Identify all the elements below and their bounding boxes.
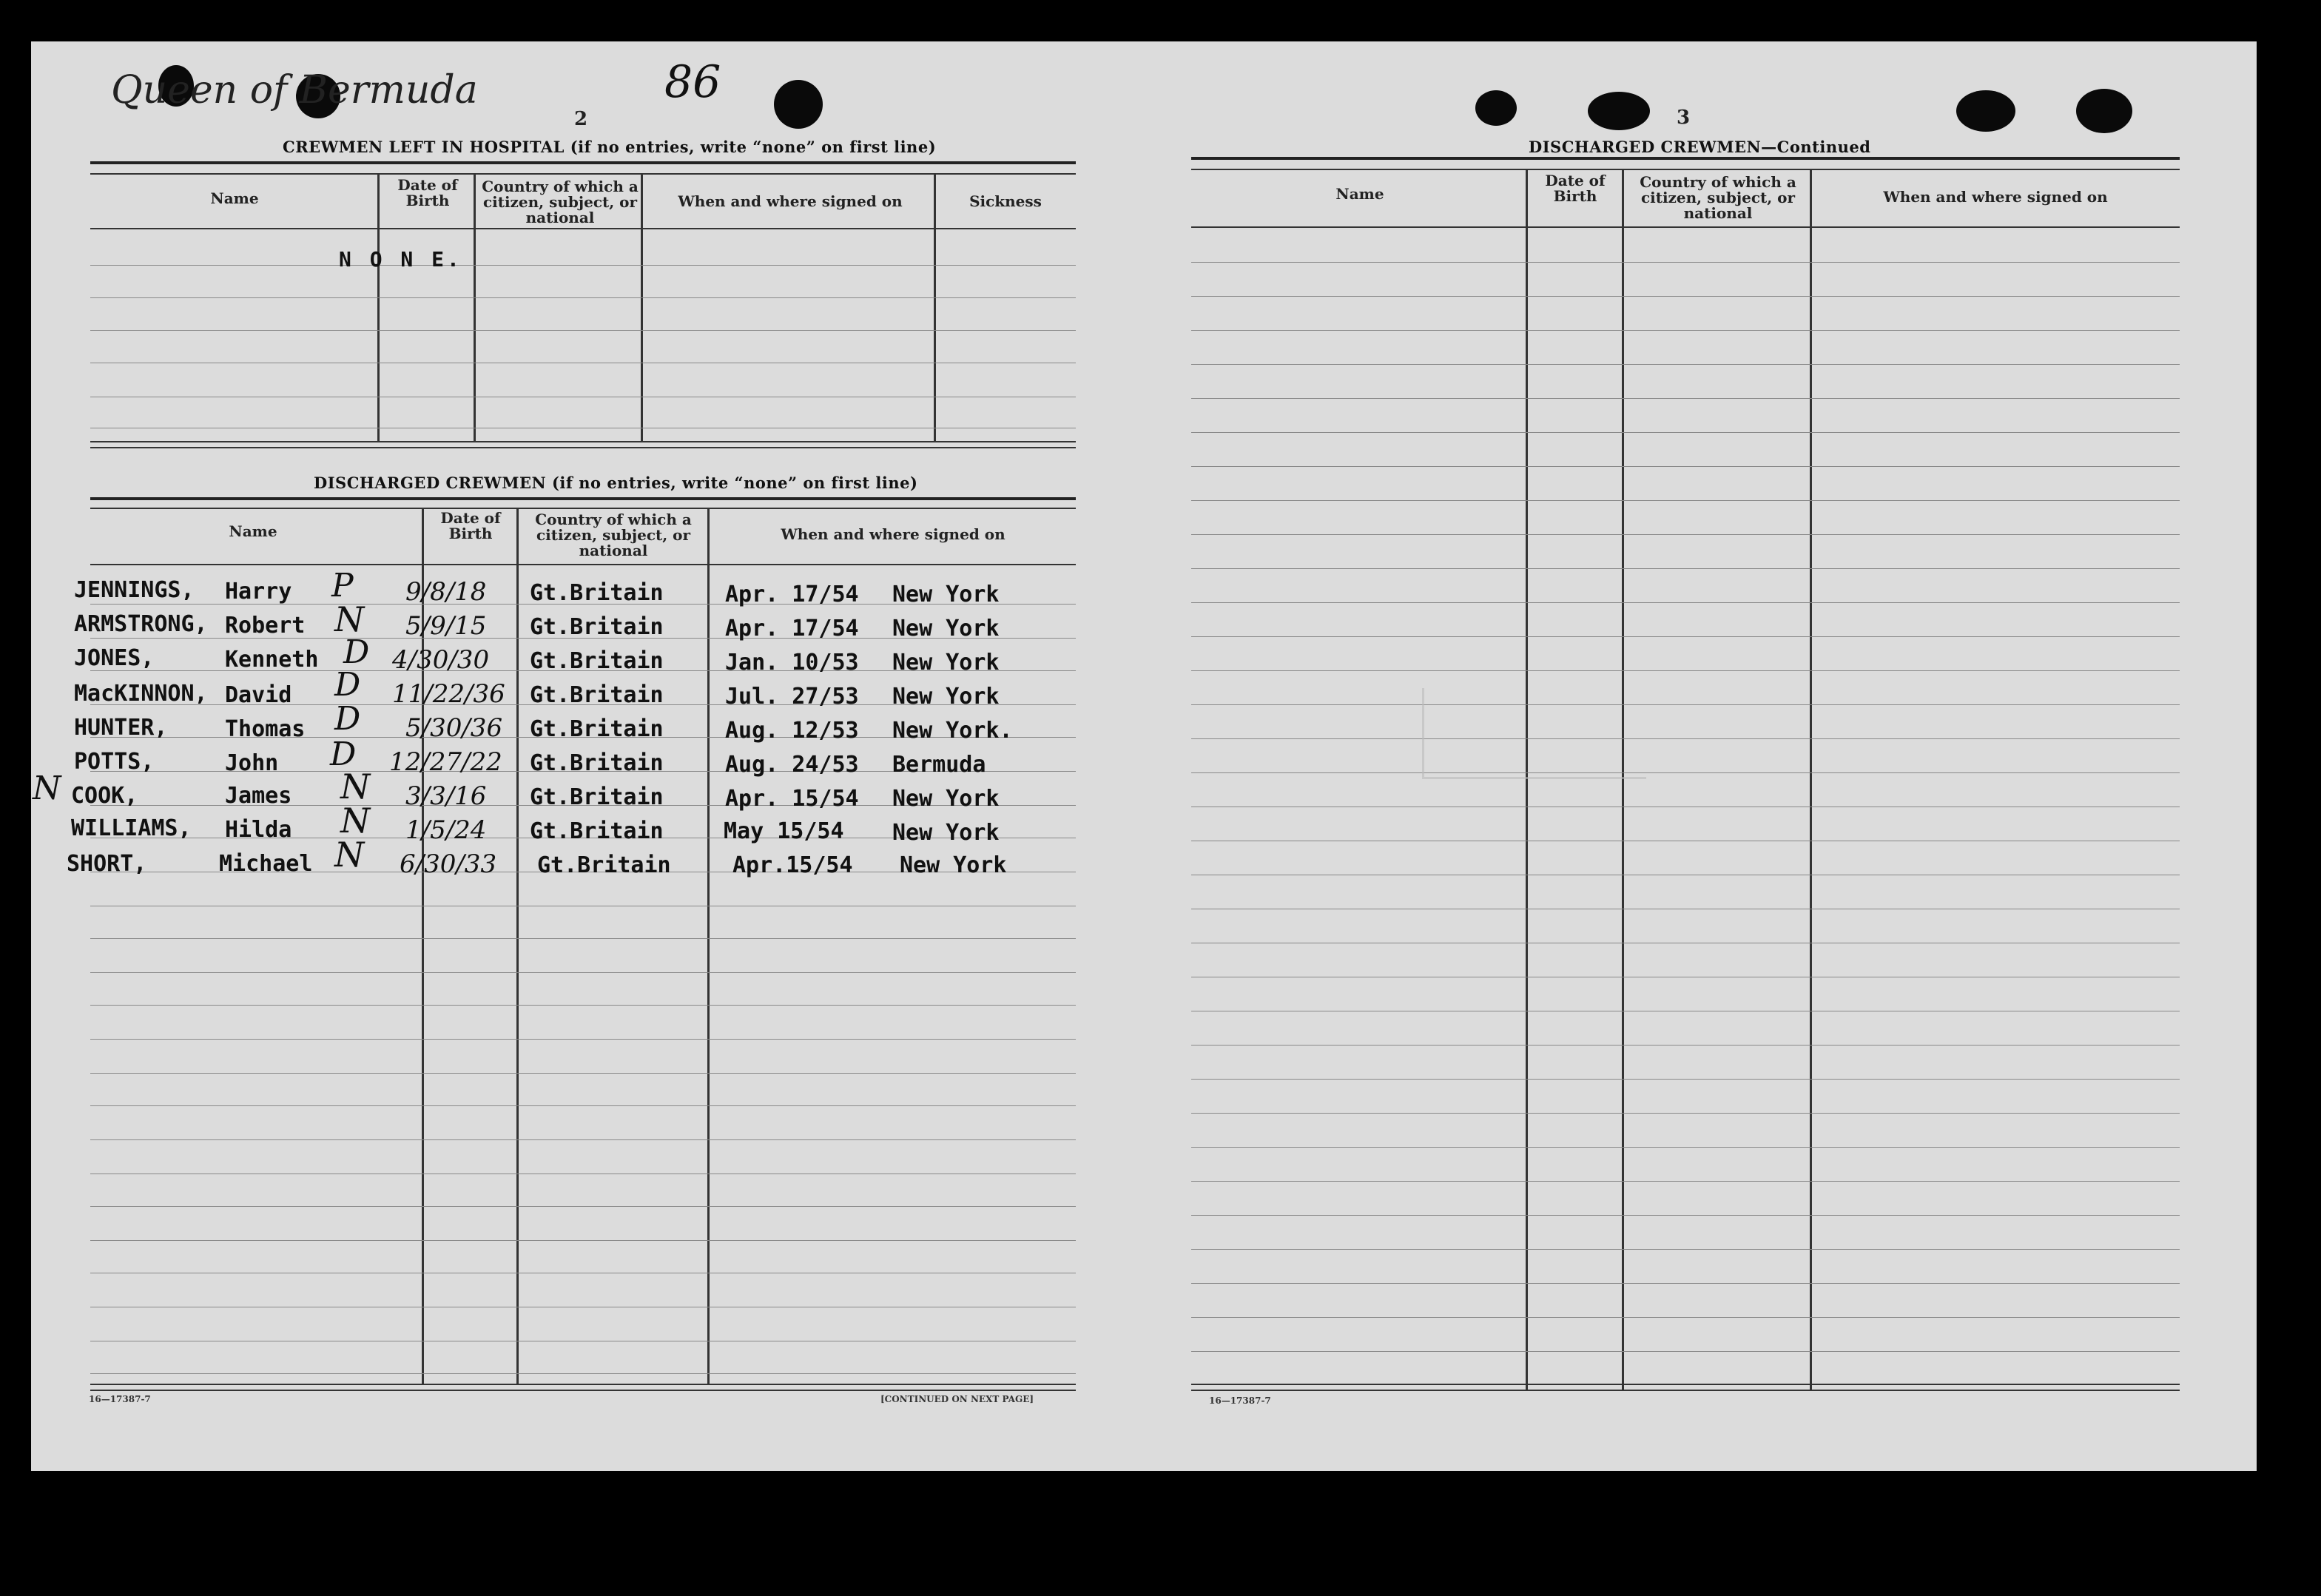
form-number: 16—17387-7: [89, 1394, 151, 1404]
crew-surname: HUNTER,: [74, 715, 168, 741]
crew-surname: MacKINNON,: [74, 681, 208, 707]
col-header-country: Country of which a citizen, subject, or national: [535, 511, 692, 559]
crew-signed-date: Aug. 12/53: [725, 718, 859, 744]
crew-signed-date: May 15/54: [724, 818, 844, 844]
page-number-right: 3: [1677, 107, 1691, 129]
col-divider: [1622, 169, 1624, 1390]
row-line: [1191, 704, 2180, 705]
crew-given-name: John: [225, 750, 279, 776]
col-header-signed-on: When and where signed on: [781, 525, 1005, 543]
crew-signed-place: New York: [892, 820, 1000, 846]
ink-blot: [2076, 89, 2132, 133]
col-divider: [1526, 169, 1528, 1390]
ink-blot: [774, 80, 823, 129]
handwritten-mark: N: [334, 599, 365, 639]
row-line: [90, 1073, 1076, 1074]
handwritten-mark: D: [334, 700, 361, 738]
rule: [90, 173, 1076, 175]
discharged-section-title: DISCHARGED CREWMEN (if no entries, write “none” on first line): [314, 474, 918, 492]
row-line: [90, 1206, 1076, 1207]
page-number-left: 2: [574, 108, 588, 130]
crew-country: Gt.Britain: [530, 784, 664, 810]
crew-surname: SHORT,: [67, 851, 147, 877]
row-line: [1191, 1283, 2180, 1284]
ink-blot: [1956, 90, 2015, 132]
col-header-dob: Date of Birth: [1545, 172, 1606, 205]
crew-surname: ARMSTRONG,: [74, 611, 208, 637]
rule: [90, 228, 1076, 229]
row-line: [1191, 670, 2180, 671]
crew-signed-place: New York: [892, 684, 1000, 710]
row-line: [1191, 636, 2180, 637]
crew-surname: COOK,: [71, 783, 138, 809]
handwritten-mark: D: [334, 666, 361, 704]
row-line: [90, 1373, 1076, 1374]
rule: [90, 564, 1076, 565]
row-line: [1191, 1215, 2180, 1216]
col-header-country: Country of which a citizen, subject, or national: [482, 178, 639, 226]
crew-dob: 1/5/24: [405, 815, 487, 845]
row-line: [1191, 738, 2180, 739]
row-line: [1191, 1113, 2180, 1114]
handwritten-mark: D: [343, 633, 370, 671]
row-line: [1191, 602, 2180, 603]
rule: [1191, 1390, 2180, 1391]
row-line: [90, 972, 1076, 973]
col-header-country: Country of which a citizen, subject, or national: [1640, 173, 1796, 222]
ink-blot: [1475, 90, 1517, 126]
continued-note: [CONTINUED ON NEXT PAGE]: [880, 1394, 1034, 1404]
crew-given-name: James: [225, 783, 292, 809]
row-line: [1191, 1249, 2180, 1250]
crew-country: Gt.Britain: [530, 818, 664, 844]
row-line: [1191, 534, 2180, 535]
crew-country: Gt.Britain: [530, 614, 664, 640]
crew-dob: 4/30/30: [392, 645, 490, 675]
row-line: [90, 265, 1076, 266]
crew-given-name: Thomas: [225, 716, 306, 742]
col-header-signed-on: When and where signed on: [1883, 188, 2108, 206]
handwritten-number: 86: [664, 56, 721, 108]
margin-mark: N: [33, 770, 61, 807]
crew-signed-date: Jan. 10/53: [725, 650, 859, 676]
crew-signed-place: Bermuda: [892, 752, 986, 778]
rule: [90, 1384, 1076, 1385]
crew-dob: 11/22/36: [392, 679, 505, 709]
crew-signed-place: New York: [892, 616, 1000, 642]
crew-signed-place: New York: [892, 786, 1000, 812]
handwritten-mark: N: [340, 767, 371, 807]
crew-surname: JENNINGS,: [74, 577, 195, 603]
crew-dob: 5/9/15: [405, 611, 487, 641]
crew-given-name: Kenneth: [225, 647, 319, 673]
discharged-continued-title: DISCHARGED CREWMEN—Continued: [1529, 138, 1871, 156]
col-header-sickness: Sickness: [969, 192, 1042, 210]
row-line: [1191, 262, 2180, 263]
hospital-section-title: CREWMEN LEFT IN HOSPITAL (if no entries, write “none” on first line): [283, 138, 937, 156]
row-line: [1191, 500, 2180, 501]
crew-signed-place: New York: [892, 582, 1000, 607]
crew-given-name: Hilda: [225, 817, 292, 843]
handwritten-mark: N: [340, 801, 371, 841]
row-line: [90, 938, 1076, 939]
crew-country: Gt.Britain: [530, 682, 664, 708]
col-divider: [707, 508, 710, 1384]
crew-country: Gt.Britain: [530, 580, 664, 606]
crew-signed-date: Apr. 15/54: [725, 786, 859, 812]
row-line: [90, 1105, 1076, 1106]
crew-surname: WILLIAMS,: [71, 815, 192, 841]
row-line: [90, 1139, 1076, 1140]
row-line: [1191, 330, 2180, 331]
row-line: [1191, 1045, 2180, 1046]
handwritten-ship-name: Queen of Bermuda: [111, 68, 478, 112]
rule: [1191, 169, 2180, 170]
row-line: [90, 1240, 1076, 1241]
crew-country: Gt.Britain: [530, 716, 664, 742]
rule: [90, 447, 1076, 448]
col-header-signed-on: When and where signed on: [678, 192, 903, 210]
crew-dob: 6/30/33: [400, 849, 497, 879]
col-header-dob: Date of Birth: [397, 176, 458, 209]
rule: [90, 497, 1076, 500]
col-divider: [516, 508, 519, 1384]
rule: [90, 161, 1076, 164]
crew-dob: 9/8/18: [405, 577, 487, 607]
crew-surname: JONES,: [74, 645, 155, 671]
crew-signed-place: New York: [900, 852, 1007, 878]
col-divider: [641, 173, 643, 441]
crew-dob: 3/3/16: [405, 781, 487, 811]
row-line: [1191, 1317, 2180, 1318]
row-line: [1191, 568, 2180, 569]
rule: [1191, 226, 2180, 228]
row-line: [90, 330, 1076, 331]
row-line: [1191, 1147, 2180, 1148]
form-number: 16—17387-7: [1209, 1395, 1271, 1406]
crew-country: Gt.Britain: [537, 852, 671, 878]
crew-given-name: David: [225, 682, 292, 708]
crew-dob: 5/30/36: [405, 713, 503, 743]
crew-country: Gt.Britain: [530, 648, 664, 674]
row-line: [90, 1005, 1076, 1006]
crew-surname: POTTS,: [74, 749, 155, 775]
row-line: [90, 297, 1076, 298]
row-line: [1191, 772, 2180, 773]
rule: [1191, 157, 2180, 160]
col-divider: [377, 173, 380, 441]
row-line: [1191, 296, 2180, 297]
col-header-name: Name: [1335, 185, 1384, 203]
rule: [90, 508, 1076, 509]
row-line: [1191, 432, 2180, 433]
col-header-name: Name: [229, 522, 277, 540]
crew-signed-place: New York: [892, 650, 1000, 676]
row-line: [1191, 466, 2180, 467]
handwritten-mark: P: [331, 567, 354, 605]
rule: [90, 1390, 1076, 1391]
handwritten-mark: N: [334, 835, 365, 875]
crew-given-name: Michael: [219, 851, 313, 877]
col-divider: [934, 173, 936, 441]
row-line: [1191, 398, 2180, 399]
crew-signed-date: Apr. 17/54: [725, 582, 859, 607]
row-line: [1191, 364, 2180, 365]
crew-signed-place: New York.: [892, 718, 1013, 744]
crew-dob: 12/27/22: [389, 747, 502, 777]
rule: [1191, 1384, 2180, 1385]
col-header-name: Name: [210, 189, 259, 207]
handwritten-mark: D: [330, 735, 357, 773]
row-line: [1191, 1351, 2180, 1352]
faint-stamp: [1422, 688, 1646, 779]
crew-signed-date: Apr. 17/54: [725, 616, 859, 642]
crew-signed-date: Jul. 27/53: [725, 684, 859, 710]
rule: [90, 441, 1076, 442]
crew-signed-date: Apr.15/54: [732, 852, 853, 878]
row-line: [1191, 1079, 2180, 1080]
crew-signed-date: Aug. 24/53: [725, 752, 859, 778]
col-divider: [1810, 169, 1812, 1390]
crew-given-name: Robert: [225, 613, 306, 639]
crew-country: Gt.Britain: [530, 750, 664, 776]
col-divider: [474, 173, 476, 441]
row-line: [90, 1039, 1076, 1040]
crew-given-name: Harry: [225, 579, 292, 605]
col-header-dob: Date of Birth: [440, 509, 501, 542]
row-line: [1191, 1181, 2180, 1182]
hospital-entry-none: N O N E.: [339, 247, 462, 272]
ink-blot: [1588, 92, 1650, 130]
